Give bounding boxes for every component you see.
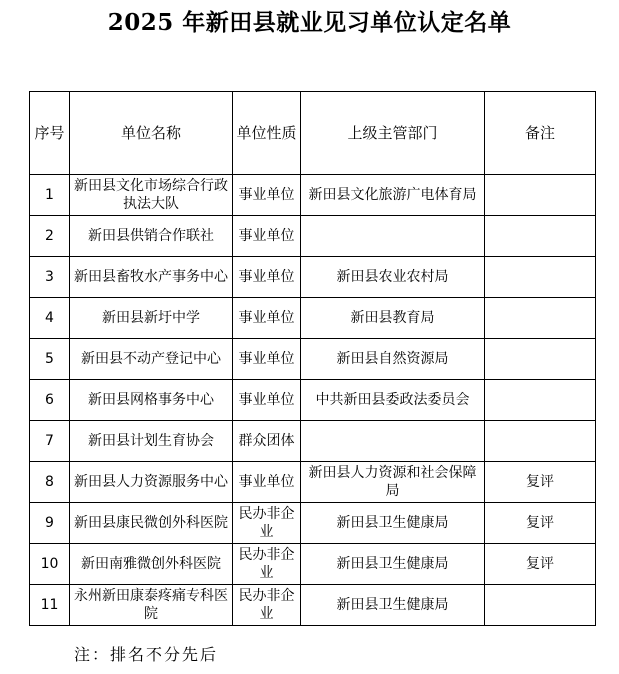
cell-unit-nature: 事业单位 [233, 339, 301, 380]
cell-dept: 新田县文化旅游广电体育局 [301, 175, 485, 216]
table-row [30, 462, 596, 503]
cell-dept: 新田县卫生健康局 [301, 544, 485, 585]
cell-unit-name: 新田县人力资源服务中心 [70, 462, 233, 503]
cell-seq: 4 [30, 298, 70, 339]
document-title: 2025 年新田县就业见习单位认定名单 [107, 9, 512, 36]
cell-notes [485, 257, 596, 298]
cell-dept: 新田县自然资源局 [301, 339, 485, 380]
cell-notes [485, 175, 596, 216]
table-row [30, 298, 596, 339]
cell-seq: 11 [30, 585, 70, 626]
cell-seq: 8 [30, 462, 70, 503]
cell-unit-nature: 民办非企业 [233, 585, 301, 626]
cell-dept: 中共新田县委政法委员会 [301, 380, 485, 421]
cell-seq: 5 [30, 339, 70, 380]
table-row [30, 421, 596, 462]
cell-dept [301, 216, 485, 257]
header-notes: 备注 [485, 92, 596, 175]
cell-seq: 3 [30, 257, 70, 298]
cell-unit-name: 新田县供销合作联社 [70, 216, 233, 257]
table-row [30, 339, 596, 380]
header-nature: 单位性质 [233, 92, 301, 175]
cell-unit-nature: 民办非企业 [233, 503, 301, 544]
cell-dept: 新田县卫生健康局 [301, 585, 485, 626]
cell-unit-nature: 事业单位 [233, 298, 301, 339]
cell-unit-name: 永州新田康泰疼痛专科医院 [70, 585, 233, 626]
cell-seq: 1 [30, 175, 70, 216]
table-row [30, 380, 596, 421]
cell-notes [485, 216, 596, 257]
cell-unit-name: 新田县网格事务中心 [70, 380, 233, 421]
cell-seq: 10 [30, 544, 70, 585]
cell-unit-nature: 事业单位 [233, 175, 301, 216]
unit-roster-table [29, 91, 596, 626]
cell-dept [301, 421, 485, 462]
cell-notes [485, 421, 596, 462]
cell-seq: 7 [30, 421, 70, 462]
cell-notes [485, 380, 596, 421]
cell-unit-name: 新田县新圩中学 [70, 298, 233, 339]
cell-unit-name: 新田县康民微创外科医院 [70, 503, 233, 544]
cell-notes [485, 298, 596, 339]
cell-unit-name: 新田南雅微创外科医院 [70, 544, 233, 585]
cell-seq: 9 [30, 503, 70, 544]
cell-notes: 复评 [485, 462, 596, 503]
cell-notes [485, 585, 596, 626]
table-row [30, 175, 596, 216]
cell-unit-name: 新田县文化市场综合行政执法大队 [70, 175, 233, 216]
cell-notes [485, 339, 596, 380]
table-row [30, 257, 596, 298]
cell-unit-nature: 事业单位 [233, 257, 301, 298]
footnote: 注：排名不分先后 [74, 645, 219, 664]
cell-unit-nature: 群众团体 [233, 421, 301, 462]
cell-seq: 6 [30, 380, 70, 421]
cell-dept: 新田县农业农村局 [301, 257, 485, 298]
cell-notes: 复评 [485, 544, 596, 585]
cell-unit-name: 新田县计划生育协会 [70, 421, 233, 462]
header-name: 单位名称 [70, 92, 233, 175]
header-seq: 序号 [30, 92, 70, 175]
table-header-row [30, 92, 596, 175]
cell-dept: 新田县卫生健康局 [301, 503, 485, 544]
cell-unit-nature: 事业单位 [233, 380, 301, 421]
cell-dept: 新田县教育局 [301, 298, 485, 339]
cell-unit-nature: 事业单位 [233, 462, 301, 503]
cell-unit-name: 新田县不动产登记中心 [70, 339, 233, 380]
cell-seq: 2 [30, 216, 70, 257]
header-dept: 上级主管部门 [301, 92, 485, 175]
cell-unit-name: 新田县畜牧水产事务中心 [70, 257, 233, 298]
cell-dept: 新田县人力资源和社会保障局 [301, 462, 485, 503]
table-row [30, 216, 596, 257]
table-row [30, 503, 596, 544]
table-row [30, 585, 596, 626]
cell-unit-nature: 事业单位 [233, 216, 301, 257]
table-row [30, 544, 596, 585]
cell-unit-nature: 民办非企业 [233, 544, 301, 585]
cell-notes: 复评 [485, 503, 596, 544]
